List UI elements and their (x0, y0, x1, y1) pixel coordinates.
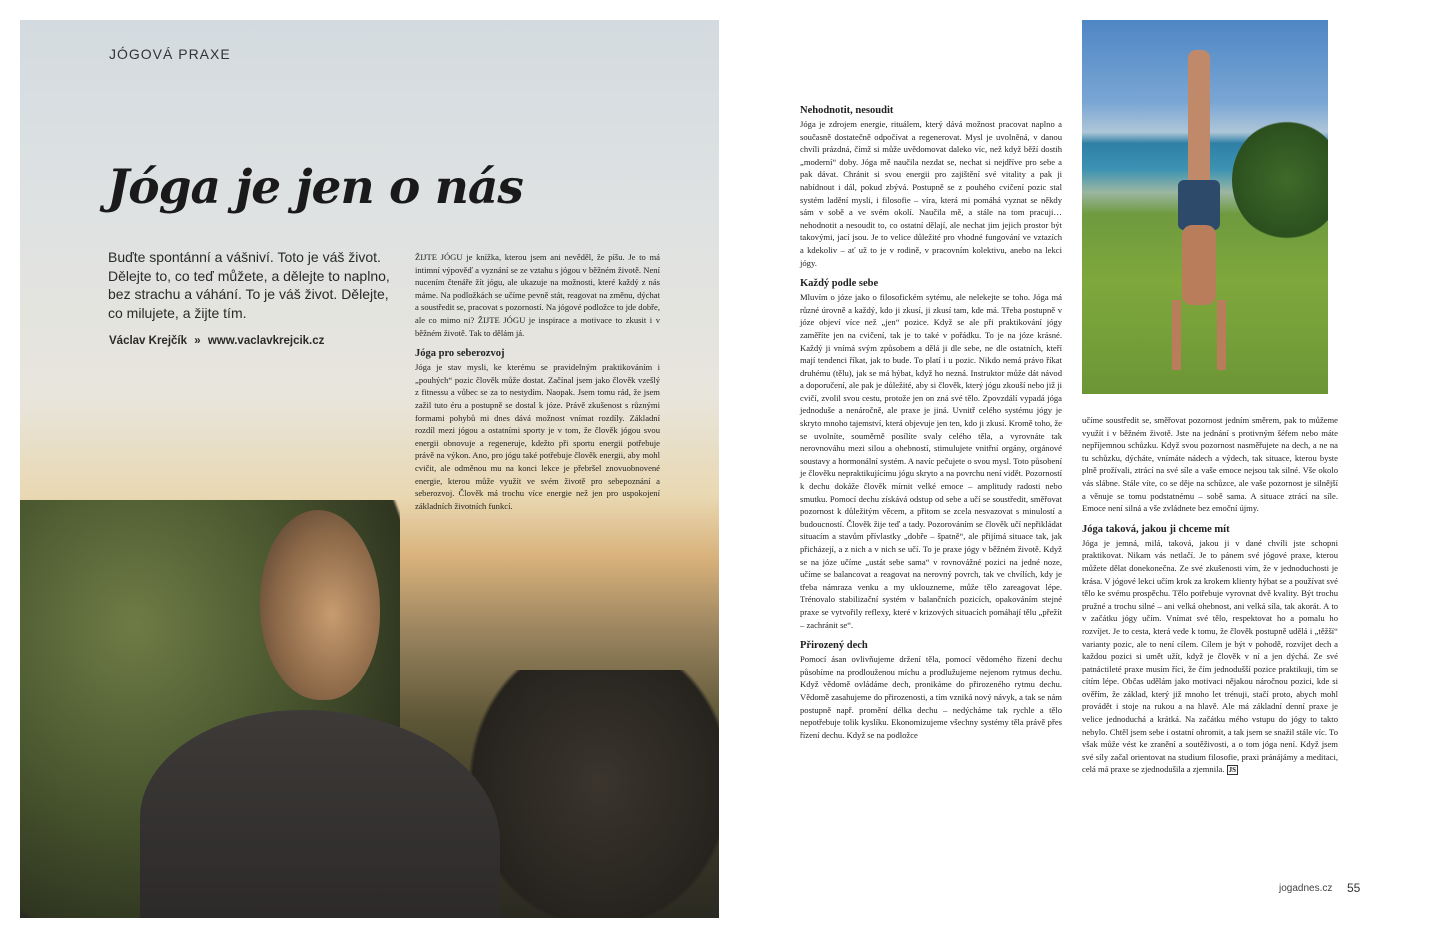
column-1 (415, 251, 660, 512)
heading-nehodnotit-nesoudit: Nehodnotit, nesoudit (800, 105, 894, 116)
photo-tree (1232, 120, 1328, 240)
column-3 (1082, 414, 1338, 777)
heading-kazdy-podle-sebe: Každý podle sebe (800, 278, 879, 290)
column-1-intro: ŽIJTE JÓGU je knížka, kterou jsem ani nevěděl, že píšu. Je to má intimní výpověď a vyznání se ze vztahu s jógou v běžném životě. Není nucením čtenáře žít jógu, ale ukazuje na možnosti, které každý z nás máme. Na podložkách se učíme pevně stát, reagovat na změnu, dýchat a soustředit se, pracovat s pozorností. Na jógové podložce to jde dobře, ale co mimo ni? ŽIJTE JÓGU je inspirace a motivace to zkusit i v běžném životě. Tak to dělám já. (415, 252, 660, 338)
end-mark-icon: JS (1228, 766, 1237, 775)
byline (109, 335, 328, 347)
column-2 (800, 104, 1062, 741)
photo-handstand-figure (1178, 50, 1218, 370)
footer-url[interactable]: jogadnes.cz (1279, 883, 1333, 894)
photo-person-body (140, 710, 500, 918)
article-title: Jóga je jen o nás (107, 160, 523, 215)
column-3-continuation: učíme soustředit se, směřovat pozornost jedním směrem, pak to můžeme využít i v běžném životě. Jste na jednání s protivným šéfem nebo máte nepříjemnou schůzku. Když svou pozornost nasměřujete na dech, a ne na tu schůzku, dýcháte, vnímáte nádech a výdech, tak situace, kterou byste plně prožívali, ztrácí na své síle a vaše emoce nejsou tak silné. Vše okolo vás slábne. Stále víte, co se děje na schůzce, ale vaše pozornost je silnější a věnuje se tomu podstatnému – sobě sama. A situace ztrácí na síle. Emoce není silná a vše zvládnete bez emoční újmy. (1082, 415, 1338, 514)
page-number: 55 (1347, 881, 1361, 895)
heading-joga-pro-seberozvoj: Jóga pro seberozvoj (415, 348, 505, 360)
photo-handstand-by-sea (1082, 20, 1328, 394)
byline-website-link[interactable]: www.vaclavkrejcik.cz (207, 335, 325, 347)
photo-person-head (260, 510, 380, 700)
column-2-section-2-text: Mluvím o józe jako o filosofickém sytému, ale nelekejte se toho. Jóga má různé úrovně a každý, kdo ji zkusí, ji zkusí tam, kde má. Třeba postupně v józe objeví více než „jen“ pozice. Když se ale při praktikování jógy zaměříte jen na cvičení, tak je to také v pořádku. To je na józe krásné. Každý ji vnímá svým způsobem a dělá ji dle sebe, ne dle ostatních, kteří mají tendenci říkat, jak to bude. To platí i u pozic. Nikdo nemá právo říkat druhému (tělu), jak se má hýbat, když ho nezná. Instruktor může dát návod a doporučení, ale pak je důležité, aby si člověk, který jógu zkouší nebo již ji cvičí, zvolil svou cestu, protože jen on zná své tělo. Zpovzdálí vypadá jóga jednoduše a nenáročně, ale praxe je jiná. Uvnitř celého systému jógy je skryto mnoho tajemství, která objevuje jen ten, kdo ji zkusí. Kromě toho, že se uvolníte, souměrně posílíte svaly celého těla, a vyrovnáte tak nerovnováhu mezi silou a ohebností, stimulujete vnitřní orgány, orgánové soustavy a hormonální systém. A navíc pečujete o svou mysl. Toto působení je člověku nepraktikujícímu jógu skryto a na povrchu není vidět. Pozorností k dechu dokáže člověk mírnit velké emoce – amplitudy radosti nebo smutku. Pomocí dechu získává odstup od sebe a učí se soustředit, směřovat pozornost k důležitým věcem, a přitom se zcela nesvazovat s minulostí a budoucností. Člověk žije teď a tady. Pozorováním se člověk učí nepřikládat situacím a stavům přívlastky „dobře – špatně“, ale přijímá situace tak, jak přicházejí, a z nich a v nich se učí. To je praxe jógy v běžném životě. Když se na józe učíme „ustát sebe sama“ v rovnovážné pozici na jedné noze, učíme se balancovat a reagovat na nerovný povrch, tak ve chvílích, kdy je třeba námraza venku a my uklouzneme, může tělo zareagovat lépe. Trénovalo stabilizační systém v balančních pozicích, opakováním stejné praxe se vytvořily reflexy, které v krizových situacích pomáhají tělu „přežít – zachránit se“. (800, 292, 1062, 630)
section-label: JÓGOVÁ PRAXE (109, 46, 231, 62)
article-lead: Buďte spontánní a vášniví. Toto je váš život. Dělejte to, co teď můžete, a dělejte to naplno, bez strachu a váhání. To je váš život. Dělejte, co milujete, a žijte tím. (108, 249, 390, 321)
heading-prirozeny-dech: Přirozený dech (800, 640, 868, 652)
byline-separator: » (194, 335, 201, 347)
heading-joga-takova: Jóga taková, jakou ji chceme mít (1082, 523, 1230, 535)
column-1-text: Jóga je stav mysli, ke kterému se pravidelným praktikováním i „pouhých“ pozic člověk může dostat. Začínal jsem jako člověk vzešlý z fitnessu a vůbec se za to nestydím. Naopak. Jsem tomu rád, že jsem zažil tuto éru a postupně se dostal k józe. Právě zkušenost s různými formami pohybů mi dnes dává možnost vnímat rozdíly. Základní rozdíl mezi jógou a ostatními sporty je v tom, že člověk jógou svou energii obnovuje a regeneruje, kdežto při sportu energii potřebuje právě na výkon. Ano, pro jógu také potřebuje člověk energii, aby mohl cvičit, ale odměnou mu na konci lekce je přebršel znovuobnovené energie, kterou může využít ve svém životě pro sebepoznání a seberozvoj. Člověk má trochu více energie než jen pro uspokojení základních životních funkcí. (415, 362, 660, 511)
column-2-section-3-text: Pomocí ásan ovlivňujeme držení těla, pomocí vědomého řízení dechu působíme na prodlouženou míchu a prodlužujeme nejenom rytmus dechu. Když vědomě ovládáme dech, pronikáme do přirozeného rytmu dechu. Vědomě zasahujeme do přirozenosti, a tím vzniká nový návyk, a tak se nám postupně např. promění délka dechu – nedýcháme tak rychle a tělo nepotřebuje tolik kyslíku. Ekonomizujeme všechny systémy těla právě přes řízení dechu. Když se na podložce (800, 654, 1062, 740)
column-2-section-1-text: Jóga je zdrojem energie, rituálem, který dává možnost pracovat naplno a současně dostatečně odpočívat a regenerovat. Mysl je uvolněná, v danou chvíli prázdná, čímž si může uvědomovat daleko víc, než když běží dostih „moderní“ doby. Jóga mě naučila nezdat se, nechat si nejdříve pro sebe a pak dávat. Chránit si svou energii pro zajištění své vitality a pak ji nabídnout i dál, pokud zbývá. Postupně se z pouhého cvičení pozic stal systém ladění mysli, i filosofie – víra, která mi pomáhá vyznat se někdy sám v sobě a ve svém okolí. Naučila mě, a stále na tom pracuji… nehodnotit a nesoudit to, co ostatní dělají, ale nechat jim jejich prostor být takovými, jací jsou. Je to velice důležité pro vhodné fungování ve vztazích a kdekoliv – ať už to je v rodině, v pracovním kolektivu, anebo na lekci jógy. (800, 119, 1062, 268)
byline-author: Václav Krejčík (109, 335, 188, 347)
column-3-text-body: Jóga je jemná, milá, taková, jakou ji v dané chvíli jste schopni praktikovat. Nikam vás netlačí. Je to pánem své jógové praxe, kterou můžete dělat donekonečna. Ze své zkušenosti vím, že v jednoduchosti je krása. V jógové lekci učím krok za krokem klienty hýbat se a používat své tělo ke svému prospěchu. Tělo potřebuje vyrovnat dvě kvality. Být trochu pružné a trochu silné – ani velká ohebnost, ani velká síla, tak akorát. A to v začátku jógy učím. Vnímat své tělo, respektovat ho a pomalu ho rozvíjet. Je to cesta, která vede k tomu, že člověk postupně udělá i „těžší“ varianty pozic, ale to není cílem. Cílem je být v pohodě, rozvíjet dech a každou pozici si umět užít, když je člověk v ní a jen dýchá. Ze své patnáctileté praxe musím říci, že čím jednodušší pozice praktikuji, tím se cítím lépe. Občas udělám jako motivaci nějakou náročnou pozici, kde si ověřím, že základ, který již mnoho let trénuji, stačí proto, abych mohl provádět i stoje na rukou a na hlavě. Ale má základní denní praxe je velice jednoduchá a krátká. Na začátku mého vstupu do jógy to takto nebylo. Chtěl jsem sebe i ostatní ohromit, a tak jsem se snažil stále víc. To však může vést ke zranění a soutěživosti, a o tom jóga není. Když jsem své síly začal orientovat na studium filosofie, praxi pránájámy a meditaci, celá má praxe se zjednodušila a zjemnila. (1082, 537, 1338, 775)
column-3-text (1082, 537, 1338, 777)
